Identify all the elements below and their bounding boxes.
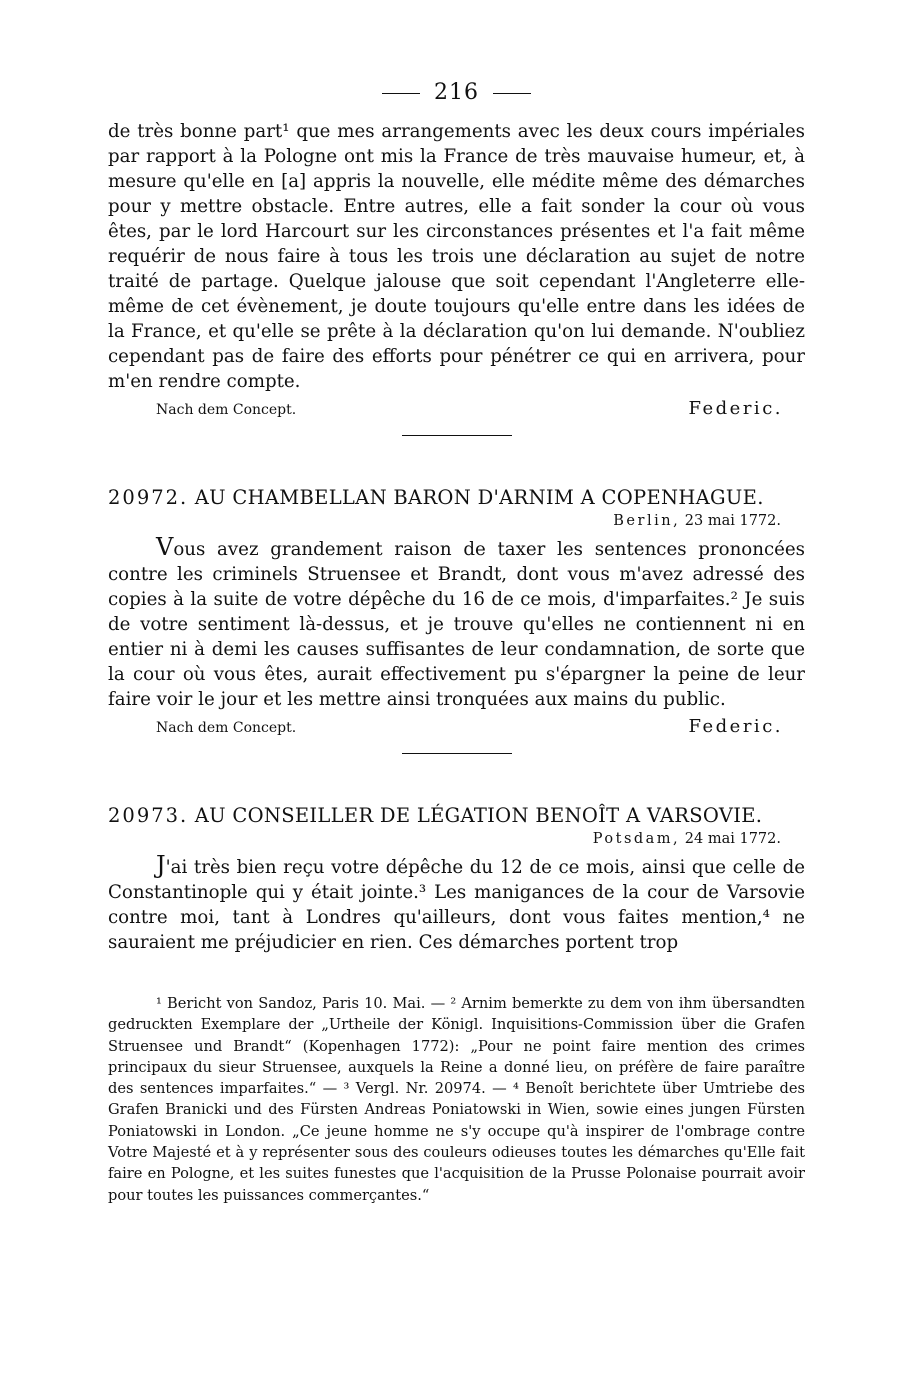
letter1-signature: Federic.: [688, 716, 783, 737]
section1-signature: Federic.: [688, 398, 783, 419]
letter2-initial: J: [156, 851, 166, 879]
letter-dateline: [108, 513, 781, 529]
section-divider: [402, 435, 512, 436]
letter2-paragraph: [108, 853, 805, 955]
section-divider: [402, 753, 512, 754]
letter-heading: [108, 804, 805, 827]
letter-heading: [108, 486, 805, 509]
letter-number: 20973.: [108, 804, 189, 827]
page-header: [108, 80, 805, 105]
letter-title: AU CONSEILLER DE LÉGATION BENOÎT A VARSOVIE.: [194, 804, 763, 827]
letter1-source-note: Nach dem Concept.: [156, 720, 297, 736]
header-dash-left: [382, 93, 420, 94]
section1-footer: [108, 398, 805, 419]
letter-place: Berlin,: [613, 513, 681, 529]
letter-date: 24 mai 1772.: [684, 831, 781, 847]
letter2-text: 'ai très bien reçu votre dépêche du 12 de ce mois, ainsi que celle de Constantinople qui y était jointe.³ Les manigances de la cour de Varsovie contre moi, tant à Londres qu'ailleurs, dont vous faites mention,⁴ ne sauraient me préjudicier en rien. Ces démarches portent trop: [108, 857, 805, 953]
footnotes-text: ¹ Bericht von Sandoz, Paris 10. Mai. — ² Arnim bemerkte zu dem von ihm übersandten gedruckten Exemplare der „Urtheile der Königl. Inquisitions-Commission über die Grafen Struensee und Brandt“ (Kopenhagen 1772): „Pour ne point faire mention des crimes principaux du sieur Struensee, auxquels la Reine a donné lieu, on préfère de faire paraître des sentences imparfaites.“ — ³ Vergl. Nr. 20974. — ⁴ Benoît berichtete über Umtriebe des Grafen Branicki und des Fürsten Andreas Poniatowski in Wien, sowie eines jungen Fürsten Poniatowski in London. „Ce jeune homme ne s'y occupe qu'à inspirer de l'ombrage contre Votre Majesté et à y représenter sous des couleurs odieuses toutes les démarches qu'Elle fait faire en Pologne, et les suites funestes que l'acquisition de la Prusse Polonaise pourrait avoir pour toutes les puissances commerçantes.“: [108, 995, 805, 1204]
letter-number: 20972.: [108, 486, 189, 509]
letter-place: Potsdam,: [592, 831, 681, 847]
letter-title: AU CHAMBELLAN BARON D'ARNIM A COPENHAGUE.: [194, 486, 764, 509]
page-number: 216: [434, 80, 479, 105]
letter1-text: ous avez grandement raison de taxer les sentences prononcées contre les criminels Struensee et Brandt, dont vous m'avez adressé des copies à la suite de votre dépêche du 16 de ce mois, d'imparfaites.² Je suis de votre sentiment là-dessus, et je trouve qu'elles ne contiennent ni en entier ni à demi les causes suffisantes de leur condamnation, de sorte que la cour où vous êtes, aurait effectivement pu s'épargner la peine de leur faire voir le jour et les mettre ainsi tronquées aux mains du public.: [108, 539, 805, 710]
section1-body-block: [108, 119, 805, 394]
letter-date: 23 mai 1772.: [684, 513, 781, 529]
page: [108, 80, 805, 1206]
section1-paragraph: de très bonne part¹ que mes arrangements avec les deux cours impériales par rapport à la Pologne ont mis la France de très mauvaise humeur, et, à mesure qu'elle en [a] appris la nouvelle, elle médite même des démarches pour y mettre obstacle. Entre autres, elle a fait sonder la cour où vous êtes, par le lord Harcourt sur les circonstances présentes et l'a fait même requérir de nous faire à tous les trois une déclaration au sujet de notre traité de partage. Quelque jalouse que soit cependant l'Angleterre elle-même de cet évènement, je doute toujours qu'elle entre dans les idées de la France, et qu'elle se prête à la déclaration qu'on lui demande. N'oubliez cependant pas de faire des efforts pour pénétrer ce qui en arrivera, pour m'en rendre compte.: [108, 121, 805, 392]
letter1-body-block: [108, 535, 805, 712]
letter1-footer: [108, 716, 805, 737]
footnotes: [108, 993, 805, 1206]
letter-dateline: [108, 831, 781, 847]
header-dash-right: [493, 93, 531, 94]
section1-source-note: Nach dem Concept.: [156, 402, 297, 418]
letter2-body-block: [108, 853, 805, 955]
letter1-paragraph: [108, 535, 805, 712]
letter1-initial: V: [156, 533, 174, 561]
